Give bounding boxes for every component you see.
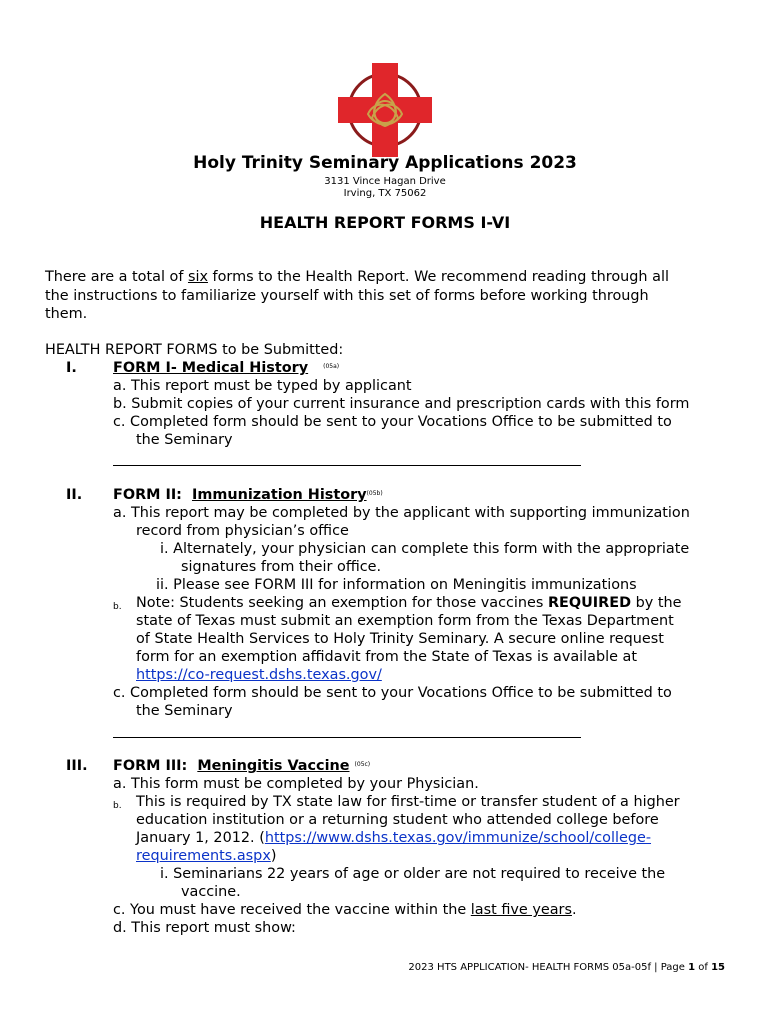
page-title: Holy Trinity Seminary Applications 2023 — [193, 153, 577, 173]
form2-numeral: II. — [66, 487, 83, 503]
form3-item-b-line2: education institution or a returning student who attended college before — [136, 812, 659, 828]
form3-item-a: a. This form must be completed by your Physician. — [113, 776, 479, 792]
college-requirements-link-cont[interactable]: requirements.aspx — [136, 848, 271, 864]
form2-item-c-cont: the Seminary — [136, 703, 233, 719]
list-heading: HEALTH REPORT FORMS to be Submitted: — [45, 342, 344, 358]
college-requirements-link[interactable]: https://www.dshs.texas.gov/immunize/school/college- — [264, 830, 652, 846]
form1-divider — [113, 465, 581, 466]
form2-item-b-line4: form for an exemption affidavit from the State of Texas is available at — [136, 649, 638, 665]
form2-item-a: a. This report may be completed by the applicant with supporting immunization — [113, 505, 690, 521]
address-line-1: 3131 Vince Hagan Drive — [324, 176, 446, 187]
exemption-request-link[interactable]: https://co-request.dshs.texas.gov/ — [136, 667, 382, 683]
form3-subitem-i-cont: vaccine. — [181, 884, 241, 900]
address-line-2: Irving, TX 75062 — [343, 188, 427, 199]
form2-heading: FORM II: Immunization History(05b) — [113, 487, 383, 504]
form2-item-b-line3: of State Health Services to Holy Trinity Seminary. A secure online request — [136, 631, 664, 647]
form3-item-d: d. This report must show: — [113, 920, 296, 936]
form2-subitem-i-cont: signatures from their office. — [181, 559, 382, 575]
form1-item-b: b. Submit copies of your current insurance and prescription cards with this form — [113, 396, 690, 412]
form3-item-b: This is required by TX state law for first-time or transfer student of a higher — [136, 794, 680, 810]
form2-divider — [113, 737, 581, 738]
form3-numeral: III. — [66, 758, 88, 774]
form3-item-c: c. You must have received the vaccine within the last five years. — [113, 902, 577, 918]
form2-item-a-cont: record from physician’s office — [136, 523, 349, 539]
page-number: 1 — [688, 962, 696, 973]
form2-subitem-ii: ii. Please see FORM III for information on Meningitis immunizations — [156, 577, 637, 593]
seminary-logo-icon — [330, 60, 440, 160]
intro-line-3: them. — [45, 306, 88, 322]
form3-item-b-marker: b. — [113, 801, 122, 811]
form1-item-a: a. This report must be typed by applicant — [113, 378, 412, 394]
document-heading: HEALTH REPORT FORMS I-VI — [259, 213, 511, 232]
form3-item-b-line4: requirements.aspx) — [136, 848, 277, 864]
form3-subitem-i: i. Seminarians 22 years of age or older are not required to receive the — [160, 866, 666, 882]
page-footer: 2023 HTS APPLICATION- HEALTH FORMS 05a-05f | Page 1 of 15 — [408, 962, 725, 973]
intro-line-1: There are a total of six forms to the Health Report. We recommend reading through all — [45, 269, 669, 285]
form3-heading: FORM III: Meningitis Vaccine (05c) — [113, 758, 371, 775]
form2-item-c: c. Completed form should be sent to your Vocations Office to be submitted to — [113, 685, 672, 701]
form1-numeral: I. — [66, 360, 77, 376]
page-total: 15 — [711, 962, 725, 973]
form1-heading: FORM I- Medical History (05a) — [113, 360, 340, 377]
form2-item-b-marker: b. — [113, 602, 122, 612]
form2-item-b-line2: state of Texas must submit an exemption form from the Texas Department — [136, 613, 674, 629]
form2-item-b: Note: Students seeking an exemption for those vaccines REQUIRED by the — [136, 595, 682, 611]
form3-item-b-line3: January 1, 2012. (https://www.dshs.texas.gov/immunize/school/college- — [136, 830, 652, 846]
form2-item-b-line5 — [136, 666, 382, 684]
intro-line-2: the instructions to familiarize yourself with this set of forms before working through — [45, 288, 649, 304]
form1-item-c-cont: the Seminary — [136, 432, 233, 448]
form2-subitem-i: i. Alternately, your physician can complete this form with the appropriate — [160, 541, 690, 557]
form1-item-c: c. Completed form should be sent to your Vocations Office to be submitted to — [113, 414, 672, 430]
